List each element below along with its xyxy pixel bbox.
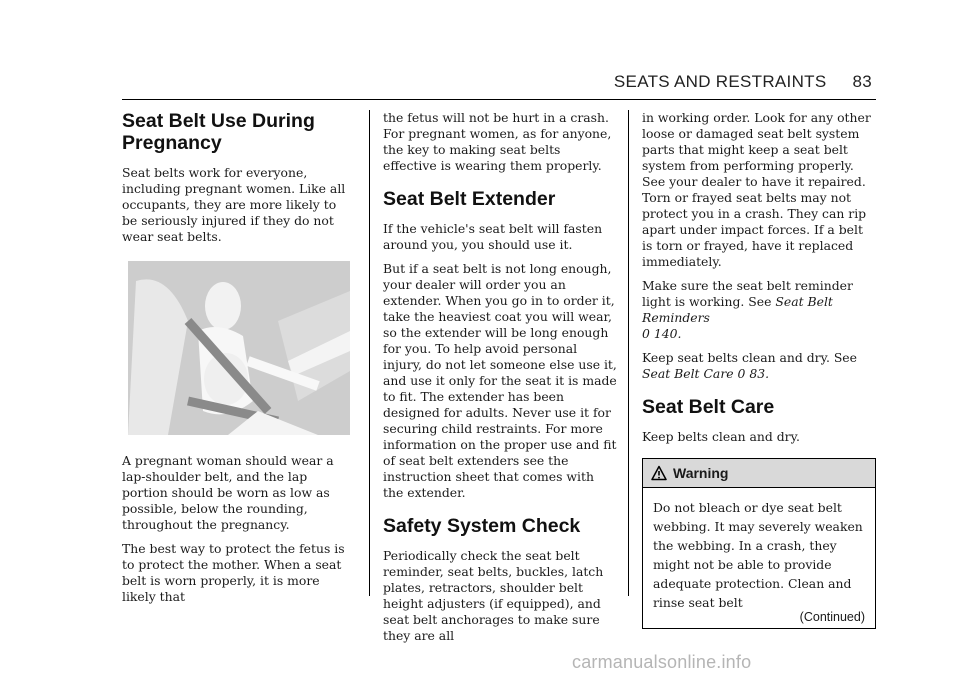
warning-box xyxy=(642,458,876,629)
paragraph: If the vehicle's seat belt will fasten around you, you should use it. xyxy=(383,221,603,252)
column-divider xyxy=(369,110,370,596)
pregnant-woman-seat-belt-illustration xyxy=(128,261,350,435)
paragraph-text: Keep seat belts clean and dry. See xyxy=(642,350,857,365)
column-2 xyxy=(383,110,617,652)
warning-body xyxy=(643,488,875,628)
xref-seat-belt-care[interactable]: Seat Belt Care xyxy=(642,366,734,381)
warning-header xyxy=(643,459,875,488)
column-1 xyxy=(122,110,354,613)
heading-seat-belt-extender: Seat Belt Extender xyxy=(383,188,556,210)
paragraph: Keep belts clean and dry. xyxy=(642,429,800,444)
header-rule xyxy=(122,99,876,100)
running-head xyxy=(596,72,872,92)
section-title: SEATS AND RESTRAINTS xyxy=(613,72,827,91)
heading-safety-system-check: Safety System Check xyxy=(383,515,581,537)
paragraph: Periodically check the seat belt reminder, seat belts, buckles, latch plates, retractors, shoulder belt height adjusters (if equipped), and seat belt anchorages to make sure they are all xyxy=(383,548,604,643)
column-divider xyxy=(628,110,629,596)
paragraph: But if a seat belt is not long enough, your dealer will order you an extender. When you go in to order it, take the heaviest coat you will wear, so the extender will be long enough for you. To help avoid personal injury, do not let someone else use it, and use it only for the seat it is made to fit. The extender has been designed for adults. Never use it for securing child restraints. For more information on the proper use and fit of seat belt extenders see the instruction sheet that comes with the extender. xyxy=(383,261,617,500)
heading-seat-belt-care: Seat Belt Care xyxy=(642,396,775,418)
warning-icon xyxy=(651,465,667,481)
xref-page-number[interactable]: 0 83. xyxy=(737,366,770,381)
page-number: 83 xyxy=(852,72,872,91)
paragraph: The best way to protect the fetus is to protect the mother. When a seat belt is worn properly, it is more likely that xyxy=(122,541,345,604)
heading-pregnancy: Seat Belt Use During Pregnancy xyxy=(122,110,315,154)
column-3 xyxy=(642,110,876,629)
paragraph: Seat belts work for everyone, including pregnant women. Like all occupants, they are more likely to be seriously injured if they do not wear seat belts. xyxy=(122,165,346,244)
continued-label: (Continued) xyxy=(799,610,865,624)
warning-title: Warning xyxy=(673,465,729,481)
paragraph: A pregnant woman should wear a lap-shoulder belt, and the lap portion should be worn as low as possible, below the rounding, throughout the pregnancy. xyxy=(122,453,334,532)
xref-page-number[interactable]: 0 140. xyxy=(642,326,682,341)
paragraph-text: Make sure the seat belt reminder light is working. See xyxy=(642,278,853,309)
watermark: carmanualsonline.info xyxy=(572,652,752,672)
warning-text: Do not bleach or dye seat belt webbing. It may severely weaken the webbing. In a crash, they might not be able to provide adequate protection. Clean and rinse seat belt xyxy=(653,500,863,610)
paragraph: the fetus will not be hurt in a crash. For pregnant women, as for anyone, the key to making seat belts effective is wearing them properly. xyxy=(383,110,612,173)
paragraph: in working order. Look for any other loose or damaged seat belt system parts that might keep a seat belt system from performing properly. See your dealer to have it repaired. Torn or frayed seat belts may not protect you in a crash. They can rip apart under impact forces. If a belt is torn or frayed, have it replaced immediately. xyxy=(642,110,871,269)
xref-seat-belt-reminders[interactable]: Seat Belt Reminders xyxy=(642,294,833,325)
paragraph xyxy=(642,278,876,342)
paragraph xyxy=(642,350,876,382)
